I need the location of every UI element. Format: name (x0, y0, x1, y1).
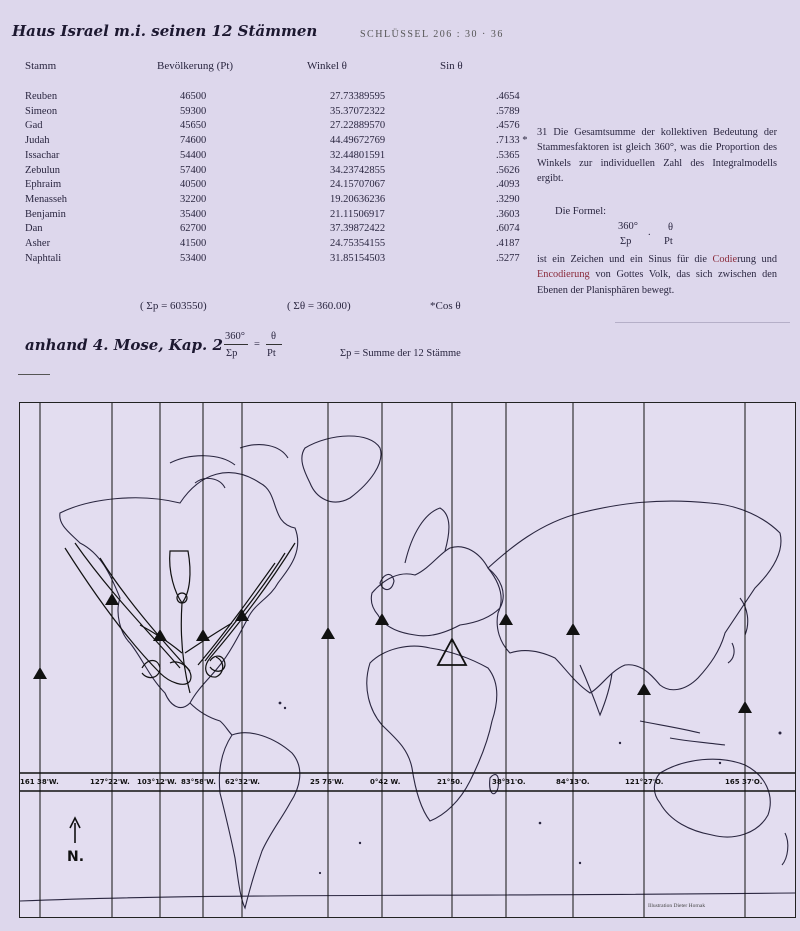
col-header-angle: Winkel θ (307, 60, 347, 72)
tribe-marker (738, 701, 752, 713)
continent-south-america (219, 733, 299, 908)
tribe-marker (196, 629, 210, 641)
handwritten-title: Haus Israel m.i. seinen 12 Stämmen (12, 22, 318, 40)
continent-europe (371, 547, 503, 636)
formula-equals: = (254, 339, 260, 350)
longitude-label: 21°50. (437, 778, 463, 786)
tribe-population: 57400 (180, 164, 207, 176)
ribbon-diagram (65, 543, 295, 693)
tribe-name: Menasseh (25, 193, 67, 205)
tribe-name: Ephraim (25, 179, 62, 191)
tribe-angle: 24.15707067 (330, 179, 386, 191)
formula-num-left: 360° (225, 331, 245, 342)
sum-angle: ( Σθ = 360.00) (287, 300, 351, 312)
note-text-a: ist ein Zeichen und ein Sinus für die (537, 254, 713, 265)
tribe-name: Asher (25, 238, 51, 250)
tribe-row (25, 119, 576, 134)
tribe-population: 40500 (180, 179, 207, 191)
tribe-angle: 34.23742855 (330, 164, 386, 176)
tribe-name: Dan (25, 223, 43, 235)
longitude-label: 165 37'O. (725, 778, 763, 786)
tribe-sin: .6074 (496, 223, 520, 235)
indonesia (640, 721, 725, 745)
note-formula-dot: . (648, 227, 651, 238)
tribe-name: Benjamin (25, 208, 66, 220)
meridian-lines (40, 403, 745, 917)
tribe-marker (105, 593, 119, 605)
tribe-population: 32200 (180, 193, 207, 205)
continent-africa (367, 646, 497, 821)
handwritten-reference: anhand 4. Mose, Kap. 2 (25, 336, 223, 354)
tribe-sin: .7133 * (496, 135, 528, 147)
tribe-sin: .3603 (496, 208, 520, 220)
tribe-table (25, 90, 576, 266)
tribe-sin: .4093 (496, 179, 520, 191)
col-header-population: Bevölkerung (Pt) (157, 60, 234, 72)
tribe-row (25, 178, 576, 193)
tribe-row (25, 90, 576, 105)
tribe-angle: 21.11506917 (330, 208, 385, 220)
tribe-marker (33, 667, 47, 679)
tribe-name: Zebulun (25, 164, 60, 176)
tribe-population: 35400 (180, 208, 207, 220)
tribe-row (25, 237, 576, 252)
tribe-name: Gad (25, 120, 43, 132)
continent-australia (654, 759, 770, 837)
tribe-marker (321, 627, 335, 639)
col-header-tribe: Stamm (25, 60, 57, 72)
tribe-population: 62700 (180, 223, 207, 235)
tribe-name: Issachar (25, 149, 60, 161)
tribe-angle: 44.49672769 (330, 135, 386, 147)
scandinavia (405, 508, 449, 563)
col-header-sin: Sin θ (440, 60, 463, 72)
note-word-encodierung: Encodierung (537, 269, 590, 281)
longitude-label: 38°31'O. (492, 778, 526, 786)
tribe-row (25, 222, 576, 237)
formula-den-left: Σp (226, 348, 238, 359)
reference-underline (18, 374, 50, 375)
tribe-population: 59300 (180, 105, 207, 117)
note-formula-den-left: Σp (620, 236, 632, 247)
tribe-row (25, 208, 576, 223)
antarctica-edge (20, 893, 795, 901)
tribe-angle: 19.20636236 (330, 193, 386, 205)
tribe-sin: .5365 (496, 149, 520, 161)
tribe-angle: 32.44801591 (330, 149, 386, 161)
tribe-angle: 27.22889570 (330, 120, 386, 132)
world-map (19, 402, 796, 918)
longitude-label: 25 76'W. (310, 778, 344, 786)
map-drawing (20, 403, 795, 917)
formula-bar-left (224, 344, 248, 345)
tribe-row (25, 149, 576, 164)
note-formula-den-right: Pt (664, 236, 673, 247)
arctic-islands (170, 445, 288, 488)
tribe-marker (566, 623, 580, 635)
main-formula (222, 331, 302, 367)
tribe-row (25, 252, 576, 267)
note-text-b: rung und (737, 254, 777, 265)
tribe-row (25, 134, 576, 149)
central-america (190, 703, 232, 735)
tribe-angle: 27.73389595 (330, 91, 386, 102)
longitude-label: 84°13'O. (556, 778, 590, 786)
formula-num-right: θ (271, 331, 277, 342)
note-text-c: von Gottes Volk, das sich zwischen den Ebenen der Planisphären bewegt. (537, 269, 777, 296)
tribe-sin: .4654 (496, 91, 520, 102)
tribe-population: 41500 (180, 238, 207, 250)
tribe-marker (499, 613, 513, 625)
tribe-row (25, 164, 576, 179)
tribe-name: Naphtali (25, 252, 62, 264)
note-word-codie: Codie (712, 254, 738, 265)
note-formula-num-right: θ (668, 222, 674, 233)
north-label: N. (67, 849, 85, 865)
tribe-sin: .4187 (496, 238, 520, 250)
tribe-row (25, 193, 576, 208)
tribe-angle: 35.37072322 (330, 105, 386, 117)
tribe-population: 53400 (180, 252, 207, 264)
tribe-population: 54400 (180, 149, 207, 161)
explanation-continued (537, 252, 777, 298)
longitude-label: 83°58'W. (181, 778, 216, 786)
tribe-name: Judah (25, 135, 50, 147)
tribe-sin: .5626 (496, 164, 520, 176)
tribe-angle: 31.85154503 (330, 252, 386, 264)
longitude-label: 62°32'W. (225, 778, 260, 786)
tribe-population: 74600 (180, 135, 207, 147)
tribe-sin: .3290 (496, 193, 520, 205)
tribe-name: Reuben (25, 91, 58, 102)
tribe-row (25, 105, 576, 120)
tribe-sin: .4576 (496, 120, 520, 132)
longitude-label: 103°12'W. (137, 778, 177, 786)
formula-den-right: Pt (267, 348, 276, 359)
sum-population: ( Σp = 603550) (140, 300, 207, 312)
tribe-angle: 37.39872422 (330, 223, 386, 235)
india (580, 665, 612, 715)
tribe-sin: .5277 (496, 252, 520, 264)
note-formula-num-left: 360° (618, 221, 638, 232)
tribe-sin: .5789 (496, 105, 520, 117)
longitude-label: 0°42 W. (370, 778, 401, 786)
key-label: SCHLÜSSEL 206 : 30 · 36 (360, 29, 504, 40)
tribe-angle: 24.75354155 (330, 238, 386, 250)
tribe-marker (375, 613, 389, 625)
greenland (302, 436, 381, 502)
tribe-marker (637, 683, 651, 695)
formula-bar-right (266, 344, 282, 345)
longitude-label: 121°27'O. (625, 778, 664, 786)
tribe-name: Simeon (25, 105, 58, 117)
explanation-paragraph: 31 Die Gesamtsumme der kollektiven Bedeutung der Stammesfaktoren ist gleich 360°, was die Proportion des Winkels zur individuellen Zahl des Integralmodells ergibt. (537, 127, 777, 185)
north-arrow (70, 818, 80, 843)
illustration-credit: Illustration Dieter Hornak (648, 903, 706, 909)
continent-asia (488, 501, 781, 693)
tribe-population: 46500 (180, 91, 207, 102)
continent-north-america (60, 473, 298, 708)
note-divider (615, 322, 790, 323)
longitude-label: 127°22'W. (90, 778, 130, 786)
longitude-label: 161 38'W. (20, 778, 59, 786)
formula-intro: Die Formel: (555, 206, 607, 217)
formula-legend: Σp = Summe der 12 Stämme (340, 348, 461, 359)
cos-note: *Cos θ (430, 300, 461, 312)
longitude-bar (20, 775, 795, 791)
new-zealand (782, 833, 788, 865)
tribe-population: 45650 (180, 120, 207, 132)
